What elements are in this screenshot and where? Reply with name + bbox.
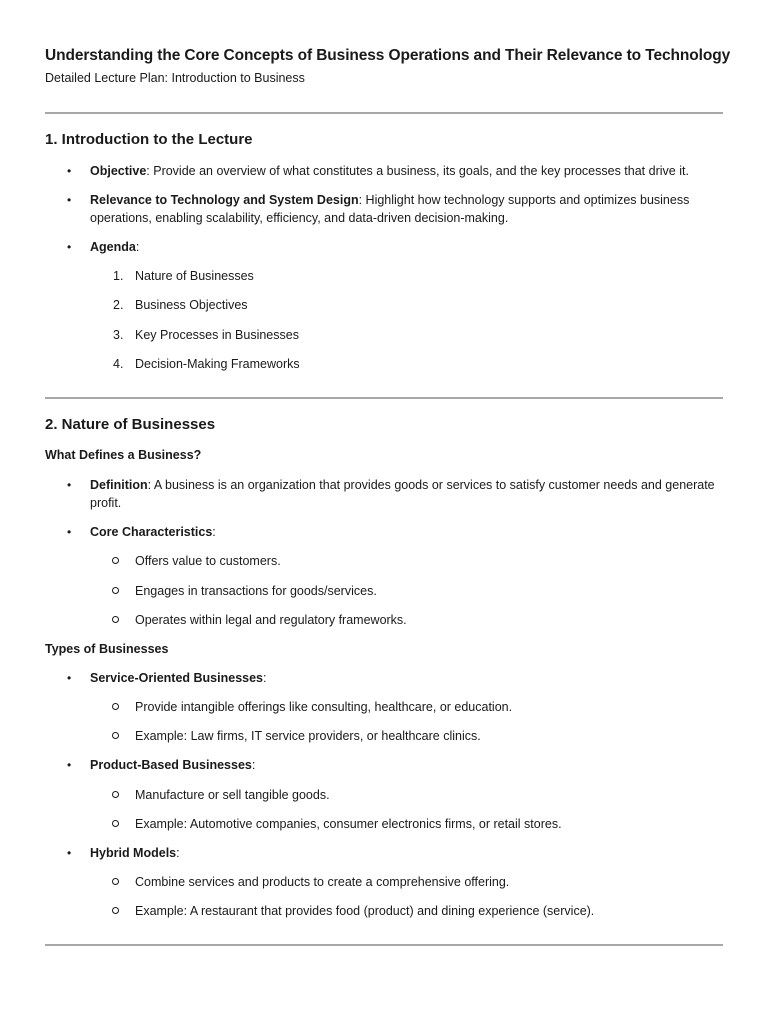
item-text: : Highlight how technology supports and optimizes business operations, enabling scalability, efficiency, and data-driven decision-making. <box>90 193 690 225</box>
sub-list-item <box>135 698 723 716</box>
section-heading-nature: 2. Nature of Businesses <box>45 416 216 433</box>
item-suffix: : <box>135 240 140 254</box>
item-label: Product-Based Businesses <box>90 758 252 772</box>
document-subtitle: Detailed Lecture Plan: Introduction to Business <box>45 71 305 85</box>
agenda-text: Key Processes in Businesses <box>135 328 299 342</box>
circle-bullet-icon <box>112 703 119 710</box>
agenda-item <box>113 326 723 344</box>
document-title: Understanding the Core Concepts of Business Operations and Their Relevance to Technology <box>45 47 731 64</box>
item-suffix: : <box>212 525 216 539</box>
bullet-icon: • <box>67 525 72 539</box>
item-suffix: : <box>263 671 267 685</box>
item-label: Definition <box>90 478 148 492</box>
list-item-service-oriented <box>67 669 723 687</box>
item-text: Manufacture or sell tangible goods. <box>135 788 330 802</box>
agenda-text: Nature of Businesses <box>135 269 254 283</box>
bullet-icon: • <box>67 671 72 685</box>
agenda-item <box>113 355 723 373</box>
item-label: Relevance to Technology and System Design <box>90 193 359 207</box>
item-label: Objective <box>90 164 147 178</box>
sub-list-item <box>135 873 723 891</box>
item-text: Provide intangible offerings like consulting, healthcare, or education. <box>135 700 513 714</box>
subheading-types: Types of Businesses <box>45 642 169 656</box>
sub-list-item <box>135 611 723 629</box>
item-suffix: : <box>176 846 180 860</box>
list-item-product-based <box>67 756 723 774</box>
subheading-what-defines: What Defines a Business? <box>45 448 202 462</box>
item-text: Engages in transactions for goods/services. <box>135 584 377 598</box>
list-item-definition <box>67 476 723 512</box>
divider <box>45 112 723 114</box>
item-text: Operates within legal and regulatory frameworks. <box>135 613 407 627</box>
divider <box>45 944 723 946</box>
section-heading-introduction: 1. Introduction to the Lecture <box>45 131 253 148</box>
agenda-number: 2. <box>113 298 124 312</box>
sub-list-item <box>135 727 723 745</box>
sub-list-item <box>135 552 723 570</box>
circle-bullet-icon <box>112 791 119 798</box>
list-item-relevance <box>67 191 723 227</box>
item-text: Example: A restaurant that provides food (product) and dining experience (service). <box>135 904 595 918</box>
bullet-icon: • <box>67 846 72 860</box>
sub-list-item <box>135 902 723 920</box>
item-label: Hybrid Models <box>90 846 177 860</box>
circle-bullet-icon <box>112 907 119 914</box>
agenda-number: 1. <box>113 269 124 283</box>
bullet-icon: • <box>67 193 72 207</box>
circle-bullet-icon <box>112 587 119 594</box>
item-text: Example: Automotive companies, consumer electronics firms, or retail stores. <box>135 817 562 831</box>
item-label: Agenda <box>90 240 136 254</box>
agenda-number: 4. <box>113 357 124 371</box>
bullet-icon: • <box>67 478 72 492</box>
circle-bullet-icon <box>112 732 119 739</box>
bullet-icon: • <box>67 758 72 772</box>
item-text: : Provide an overview of what constitutes a business, its goals, and the key processes that drive it. <box>146 164 689 178</box>
item-label: Core Characteristics <box>90 525 213 539</box>
bullet-icon: • <box>67 240 72 254</box>
circle-bullet-icon <box>112 878 119 885</box>
agenda-item <box>113 296 723 314</box>
item-suffix: : <box>251 758 256 772</box>
agenda-number: 3. <box>113 328 124 342</box>
sub-list-item <box>135 815 723 833</box>
item-text: Combine services and products to create a comprehensive offering. <box>135 875 510 889</box>
agenda-text: Decision-Making Frameworks <box>135 357 300 371</box>
agenda-item <box>113 267 723 285</box>
item-label: Service-Oriented Businesses <box>90 671 263 685</box>
item-text: Example: Law firms, IT service providers, or healthcare clinics. <box>135 729 481 743</box>
agenda-text: Business Objectives <box>135 298 248 312</box>
list-item-objective <box>67 162 723 180</box>
sub-list-item <box>135 582 723 600</box>
item-text: Offers value to customers. <box>135 554 281 568</box>
bullet-icon: • <box>67 164 72 178</box>
item-text: : A business is an organization that provides goods or services to satisfy customer needs and generate profit. <box>90 478 715 510</box>
sub-list-item <box>135 786 723 804</box>
list-item-agenda <box>67 238 723 256</box>
circle-bullet-icon <box>112 820 119 827</box>
circle-bullet-icon <box>112 616 119 623</box>
circle-bullet-icon <box>112 557 119 564</box>
divider <box>45 397 723 399</box>
list-item-hybrid <box>67 844 723 862</box>
list-item-core-characteristics <box>67 523 723 541</box>
